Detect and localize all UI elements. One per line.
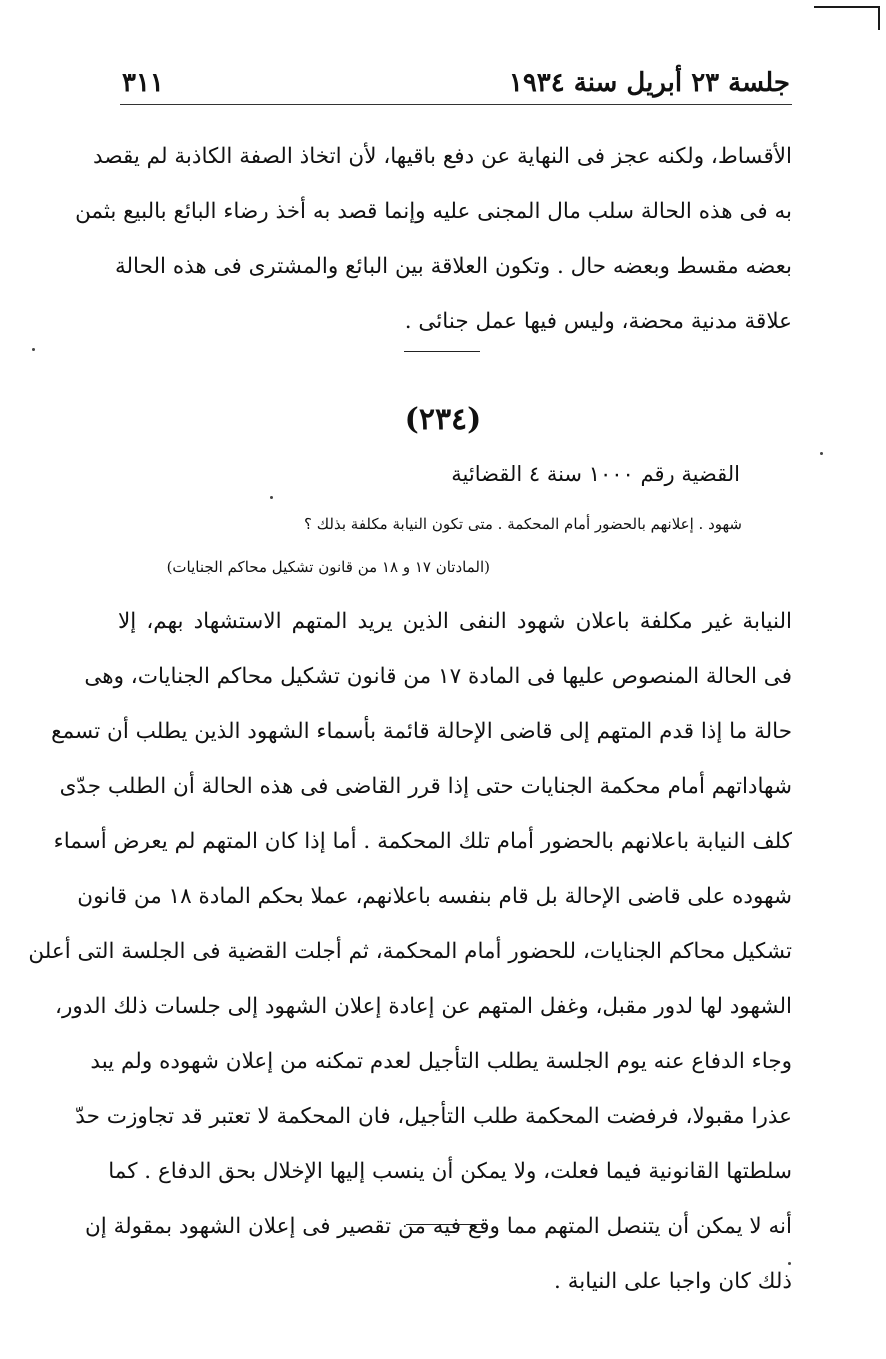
body-line: حالة ما إذا قدم المتهم إلى قاضى الإحالة قائمة بأسماء الشهود الذين يطلب أن تسمع xyxy=(51,719,792,744)
body-line: شهاداتهم أمام محكمة الجنايات حتى إذا قرر القاضى فى هذه الحالة أن الطلب جدّى xyxy=(59,774,792,799)
paragraph-line: الأقساط، ولكنه عجز فى النهاية عن دفع باقيها، لأن اتخاذ الصفة الكاذبة لم يقصد xyxy=(93,144,792,169)
body-line: ذلك كان واجبا على النيابة . xyxy=(554,1269,792,1294)
paragraph-line: بعضه مقسط وبعضه حال . وتكون العلاقة بين البائع والمشترى فى هذه الحالة xyxy=(114,254,792,279)
running-header xyxy=(122,62,790,104)
header-rule xyxy=(120,104,792,105)
scan-speck xyxy=(32,348,35,351)
body-line: عذرا مقبولا، فرفضت المحكمة طلب التأجيل، فان المحكمة لا تعتبر قد تجاوزت حدّ xyxy=(75,1104,792,1129)
section-separator xyxy=(404,351,480,352)
body-line: كلف النيابة باعلانهم بالحضور أمام تلك المحكمة . أما إذا كان المتهم لم يعرض أسماء xyxy=(53,829,792,854)
body-line: الشهود لها لدور مقبل، وغفل المتهم عن إعادة إعلان الشهود إلى جلسات ذلك الدور، xyxy=(55,994,792,1019)
header-page-number: ٣١١ xyxy=(122,68,164,98)
scan-speck xyxy=(270,496,273,499)
scan-speck xyxy=(788,1262,791,1265)
paragraph-line: علاقة مدنية محضة، وليس فيها عمل جنائى . xyxy=(404,309,792,334)
corner-crop-mark xyxy=(814,6,880,30)
case-number: (٢٣٤) xyxy=(404,402,482,437)
body-line: النيابة غير مكلفة باعلان شهود النفى الذين يريد المتهم الاستشهاد بهم، إلا xyxy=(118,609,792,634)
body-line: أنه لا يمكن أن يتنصل المتهم مما وقع فيه من تقصير فى إعلان الشهود بمقولة إن xyxy=(84,1214,792,1239)
body-line: شهوده على قاضى الإحالة بل قام بنفسه باعلانهم، عملا بحكم المادة ١٨ من قانون xyxy=(77,884,792,909)
body-line: وجاء الدفاع عنه يوم الجلسة يطلب التأجيل لعدم تمكنه من إعلان شهوده ولم يبد xyxy=(90,1049,792,1074)
header-session: جلسة ٢٣ أبريل سنة ١٩٣٤ xyxy=(508,68,790,98)
body-line: سلطتها القانونية فيما فعلت، ولا يمكن أن ينسب إليها الإخلال بحق الدفاع . كما xyxy=(108,1159,792,1184)
case-articles: (المادتان ١٧ و ١٨ من قانون تشكيل محاكم الجنايات) xyxy=(166,558,490,576)
case-title: القضية رقم ١٠٠٠ سنة ٤ القضائية xyxy=(451,462,740,486)
paragraph-line: به فى هذه الحالة سلب مال المجنى عليه وإنما قصد به أخذ رضاء البائع بالبيع بثمن xyxy=(75,199,792,224)
case-keywords: شهود . إعلانهم بالحضور أمام المحكمة . متى تكون النيابة مكلفة بذلك ؟ xyxy=(304,515,742,533)
case-body xyxy=(28,594,792,1309)
body-line: فى الحالة المنصوص عليها فى المادة ١٧ من قانون تشكيل محاكم الجنايات، وهى xyxy=(84,664,792,689)
body-line: تشكيل محاكم الجنايات، للحضور أمام المحكمة، ثم أجلت القضية فى الجلسة التى أعلن xyxy=(28,939,792,964)
end-separator xyxy=(406,1224,484,1225)
scan-speck xyxy=(820,452,823,455)
continuation-paragraph xyxy=(75,129,792,349)
